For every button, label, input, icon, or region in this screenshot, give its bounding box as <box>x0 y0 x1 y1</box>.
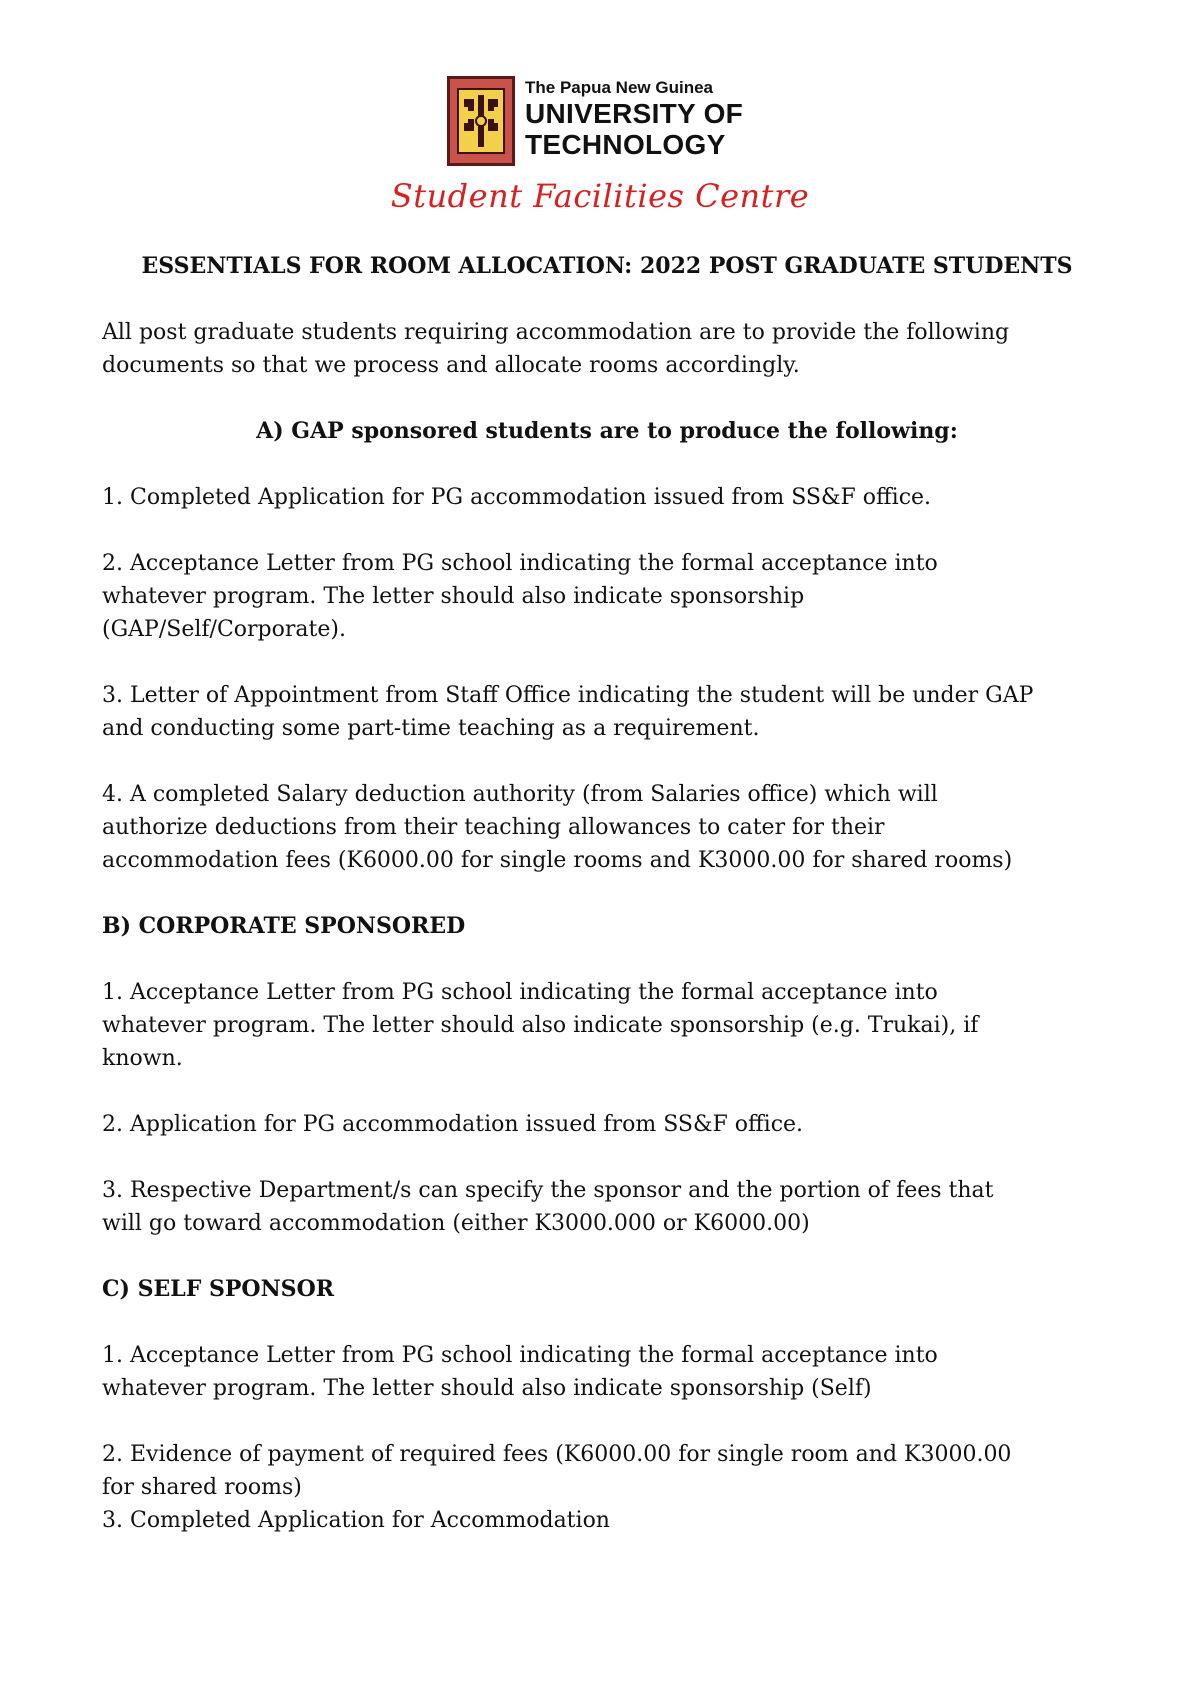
intro-line: documents so that we process and allocate rooms accordingly. <box>102 353 800 378</box>
document-title: ESSENTIALS FOR ROOM ALLOCATION: 2022 POST GRADUATE STUDENTS <box>141 253 1073 279</box>
logo-line-3: TECHNOLOGY <box>525 129 726 160</box>
list-item-continued: will go toward accommodation (either K3000.000 or K6000.00) <box>102 1211 810 1236</box>
university-seal-icon <box>447 76 515 166</box>
list-item-continued: accommodation fees (K6000.00 for single rooms and K3000.00 for shared rooms) <box>102 848 1013 873</box>
list-item: 1. Acceptance Letter from PG school indicating the formal acceptance into <box>102 980 938 1005</box>
list-item: 4. A completed Salary deduction authority (from Salaries office) which will <box>102 782 938 807</box>
list-item: 1. Completed Application for PG accommodation issued from SS&F office. <box>102 485 932 510</box>
list-item-continued: (GAP/Self/Corporate). <box>102 617 346 642</box>
list-item-continued: whatever program. The letter should also indicate sponsorship (Self) <box>102 1376 872 1401</box>
section-b-heading: B) CORPORATE SPONSORED <box>102 913 466 939</box>
section-c-heading: C) SELF SPONSOR <box>102 1276 335 1302</box>
list-item-continued: known. <box>102 1046 183 1071</box>
document-body <box>102 250 1112 1537</box>
list-item-continued: for shared rooms) <box>102 1475 302 1500</box>
logo-line-1: The Papua New Guinea <box>525 78 713 97</box>
list-item-continued: whatever program. The letter should also indicate sponsorship (e.g. Trukai), if <box>102 1013 979 1038</box>
list-item: 3. Respective Department/s can specify the sponsor and the portion of fees that <box>102 1178 994 1203</box>
list-item: 3. Completed Application for Accommodation <box>102 1508 610 1533</box>
list-item-continued: authorize deductions from their teaching allowances to cater for their <box>102 815 885 840</box>
list-item: 2. Acceptance Letter from PG school indicating the formal acceptance into <box>102 551 938 576</box>
university-logo <box>447 76 743 166</box>
centre-name: Student Facilities Centre <box>390 177 810 215</box>
section-a-heading: A) GAP sponsored students are to produce the following: <box>256 418 958 444</box>
list-item: 2. Evidence of payment of required fees (K6000.00 for single room and K3000.00 <box>102 1442 1012 1467</box>
list-item: 3. Letter of Appointment from Staff Office indicating the student will be under GAP <box>102 683 1034 708</box>
list-item: 1. Acceptance Letter from PG school indicating the formal acceptance into <box>102 1343 938 1368</box>
list-item-continued: whatever program. The letter should also indicate sponsorship <box>102 584 805 609</box>
list-item: 2. Application for PG accommodation issued from SS&F office. <box>102 1112 804 1137</box>
intro-line: All post graduate students requiring accommodation are to provide the following <box>102 320 1010 345</box>
logo-line-2: UNIVERSITY OF <box>525 98 744 129</box>
list-item-continued: and conducting some part-time teaching as a requirement. <box>102 716 760 741</box>
university-name <box>525 76 743 160</box>
